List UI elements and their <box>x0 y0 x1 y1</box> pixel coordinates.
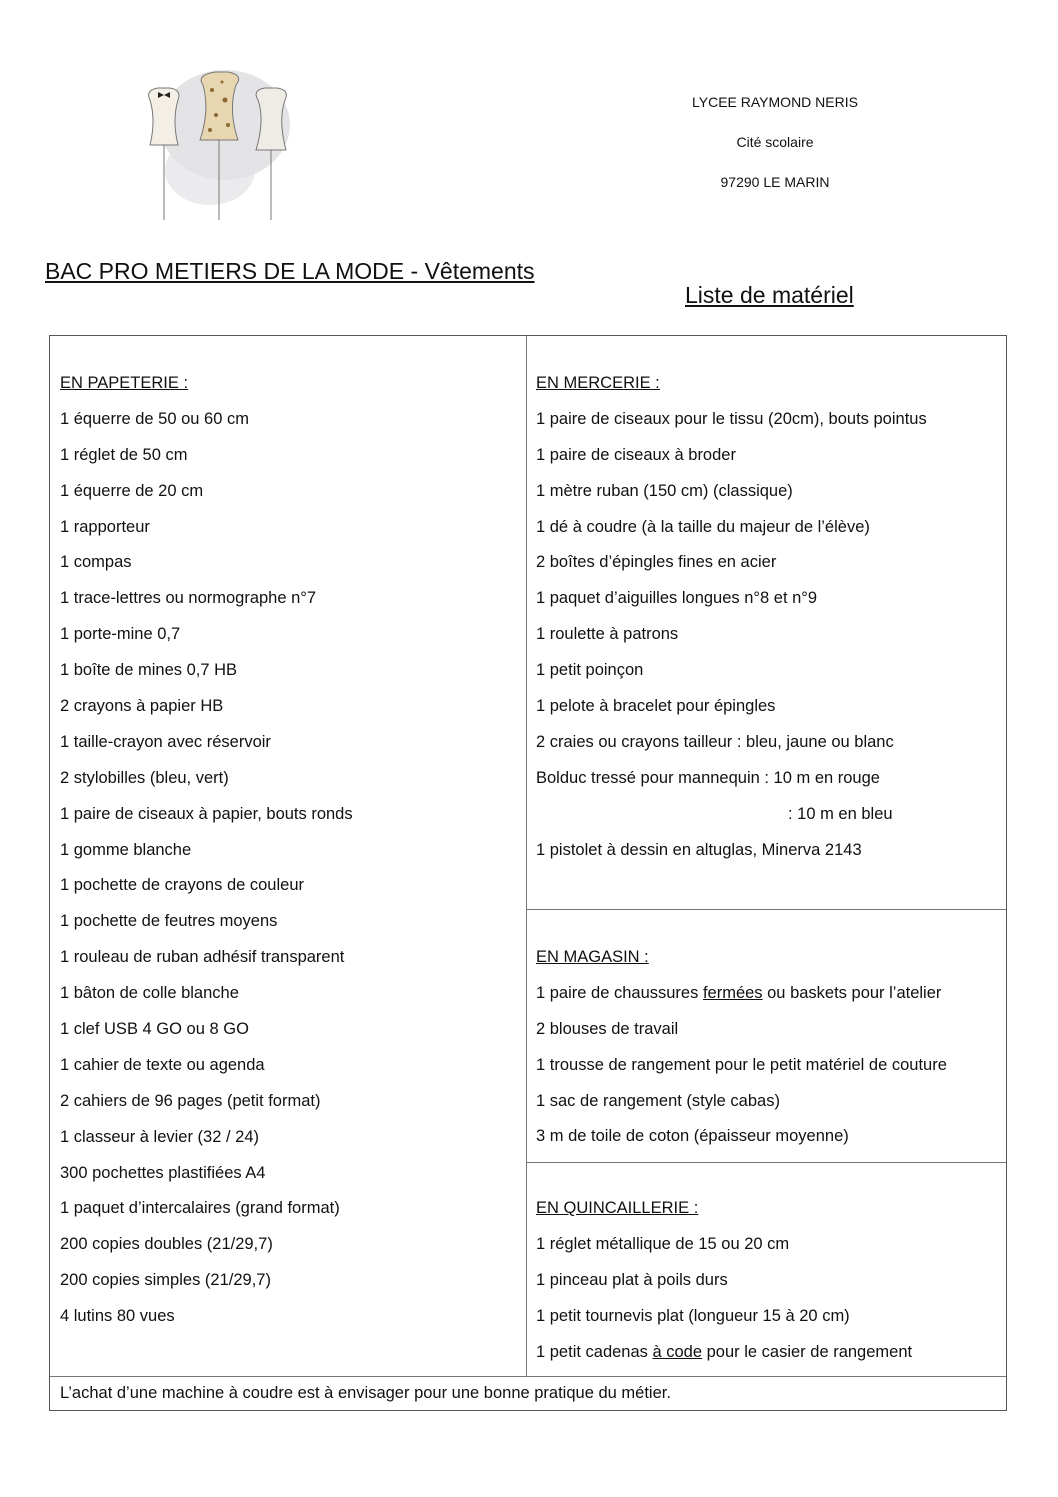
list-item <box>536 617 927 653</box>
item-text: 1 sac de rangement (style cabas) <box>536 1091 780 1110</box>
list-item: 1 taille-crayon avec réservoir <box>60 732 271 751</box>
magasin-heading: EN MAGASIN : <box>536 948 649 966</box>
row-divider <box>526 909 1006 910</box>
item-text: 1 paquet d’aiguilles longues n°8 et n°9 <box>536 589 818 608</box>
materials-table <box>49 335 1007 1411</box>
list-item <box>536 1119 947 1155</box>
list-item <box>536 833 927 869</box>
item-text: 1 pistolet à dessin en altuglas, Minerva 2143 <box>536 840 862 859</box>
list-item: 1 bâton de colle blanche <box>60 984 239 1003</box>
item-text: ou baskets pour l’atelier <box>762 983 942 1002</box>
item-text: 1 roulette à patrons <box>536 625 679 644</box>
mercerie-section <box>536 366 927 868</box>
list-item: 1 rapporteur <box>60 517 150 536</box>
list-item: 1 classeur à levier (32 / 24) <box>60 1127 260 1146</box>
item-text: 2 blouses de travail <box>536 1019 679 1038</box>
item-text: 3 m de toile de coton (épaisseur moyenne) <box>536 1127 849 1146</box>
item-text: 1 trousse de rangement pour le petit matériel de couture <box>536 1055 947 1074</box>
list-item <box>536 510 927 546</box>
list-item: 1 réglet de 50 cm <box>60 445 188 464</box>
list-item: 2 crayons à papier HB <box>60 697 224 716</box>
list-item <box>536 976 947 1012</box>
magasin-section <box>536 940 947 1155</box>
list-item <box>536 1048 947 1084</box>
papeterie-section <box>60 366 353 1335</box>
item-text: 1 paire de ciseaux pour le tissu (20cm), bouts pointus <box>536 409 927 428</box>
list-item <box>536 402 927 438</box>
item-text: 1 paire de chaussures <box>536 983 703 1002</box>
item-emphasis: fermées <box>702 983 763 1002</box>
list-item <box>536 761 927 797</box>
item-text: 1 mètre ruban (150 cm) (classique) <box>536 481 793 500</box>
school-address-line: Cité scolaire <box>736 134 814 150</box>
list-item <box>536 689 927 725</box>
item-text: 1 petit cadenas <box>536 1342 653 1361</box>
list-item <box>536 1012 947 1048</box>
row-divider <box>526 1162 1006 1163</box>
list-item: 1 clef USB 4 GO ou 8 GO <box>60 1020 249 1039</box>
item-text: 1 pinceau plat à poils durs <box>536 1270 728 1289</box>
item-text: 1 petit poinçon <box>536 661 644 680</box>
list-item: 200 copies simples (21/29,7) <box>60 1271 271 1290</box>
item-text: 1 réglet métallique de 15 ou 20 cm <box>536 1234 790 1253</box>
item-text: Bolduc tressé pour mannequin : 10 m en rouge <box>536 768 880 787</box>
list-item <box>536 1227 912 1263</box>
list-item: 4 lutins 80 vues <box>60 1307 175 1326</box>
list-item <box>536 1084 947 1120</box>
papeterie-heading: EN PAPETERIE : <box>60 374 189 392</box>
item-emphasis: à code <box>652 1342 703 1361</box>
list-item <box>536 474 927 510</box>
item-text: 1 petit tournevis plat (longueur 15 à 20 cm) <box>536 1306 850 1325</box>
list-item: 300 pochettes plastifiées A4 <box>60 1163 266 1182</box>
item-text: 2 boîtes d’épingles fines en acier <box>536 553 777 572</box>
column-divider <box>526 336 527 1376</box>
item-text: 2 craies ou crayons tailleur : bleu, jaune ou blanc <box>536 732 894 751</box>
list-item: 1 paquet d’intercalaires (grand format) <box>60 1199 340 1218</box>
list-item: 1 compas <box>60 553 132 572</box>
item-text: 1 pelote à bracelet pour épingles <box>536 697 776 716</box>
list-item: 1 gomme blanche <box>60 840 192 859</box>
school-name: LYCEE RAYMOND NERIS <box>692 94 858 110</box>
list-item: 1 rouleau de ruban adhésif transparent <box>60 948 345 967</box>
list-item: 1 équerre de 50 ou 60 cm <box>60 409 249 428</box>
list-item: 1 trace-lettres ou normographe n°7 <box>60 589 317 608</box>
list-item <box>536 725 927 761</box>
mannequins-illustration <box>130 60 310 225</box>
footer-note: L’achat d’une machine à coudre est à envisager pour une bonne pratique du métier. <box>60 1384 671 1402</box>
list-item: 200 copies doubles (21/29,7) <box>60 1235 273 1254</box>
list-item: 1 pochette de feutres moyens <box>60 912 278 931</box>
list-item <box>536 1263 912 1299</box>
quincaillerie-heading: EN QUINCAILLERIE : <box>536 1199 699 1217</box>
item-text: pour le casier de rangement <box>702 1342 913 1361</box>
list-item <box>536 1335 912 1371</box>
list-item: 1 cahier de texte ou agenda <box>60 1055 265 1074</box>
list-item: 2 stylobilles (bleu, vert) <box>60 768 229 787</box>
list-item <box>536 581 927 617</box>
list-item <box>536 653 927 689</box>
document-title: BAC PRO METIERS DE LA MODE - Vêtements <box>45 258 535 284</box>
list-item: 1 paire de ciseaux à papier, bouts ronds <box>60 804 353 823</box>
list-item <box>536 438 927 474</box>
list-item <box>536 1299 912 1335</box>
item-text: 1 dé à coudre (à la taille du majeur de l’élève) <box>536 517 870 536</box>
item-text: : 10 m en bleu <box>788 804 893 823</box>
list-item: 1 pochette de crayons de couleur <box>60 876 304 895</box>
list-item: 2 cahiers de 96 pages (petit format) <box>60 1091 321 1110</box>
item-text: 1 paire de ciseaux à broder <box>536 445 736 464</box>
document-subtitle: Liste de matériel <box>685 282 854 308</box>
quincaillerie-section <box>536 1191 912 1370</box>
list-item <box>536 545 927 581</box>
list-item: 1 porte-mine 0,7 <box>60 625 181 644</box>
school-postal-city: 97290 LE MARIN <box>720 174 830 190</box>
list-item: 1 équerre de 20 cm <box>60 481 204 500</box>
mercerie-heading: EN MERCERIE : <box>536 374 660 392</box>
list-item: 1 boîte de mines 0,7 HB <box>60 661 238 680</box>
list-item <box>536 797 927 833</box>
